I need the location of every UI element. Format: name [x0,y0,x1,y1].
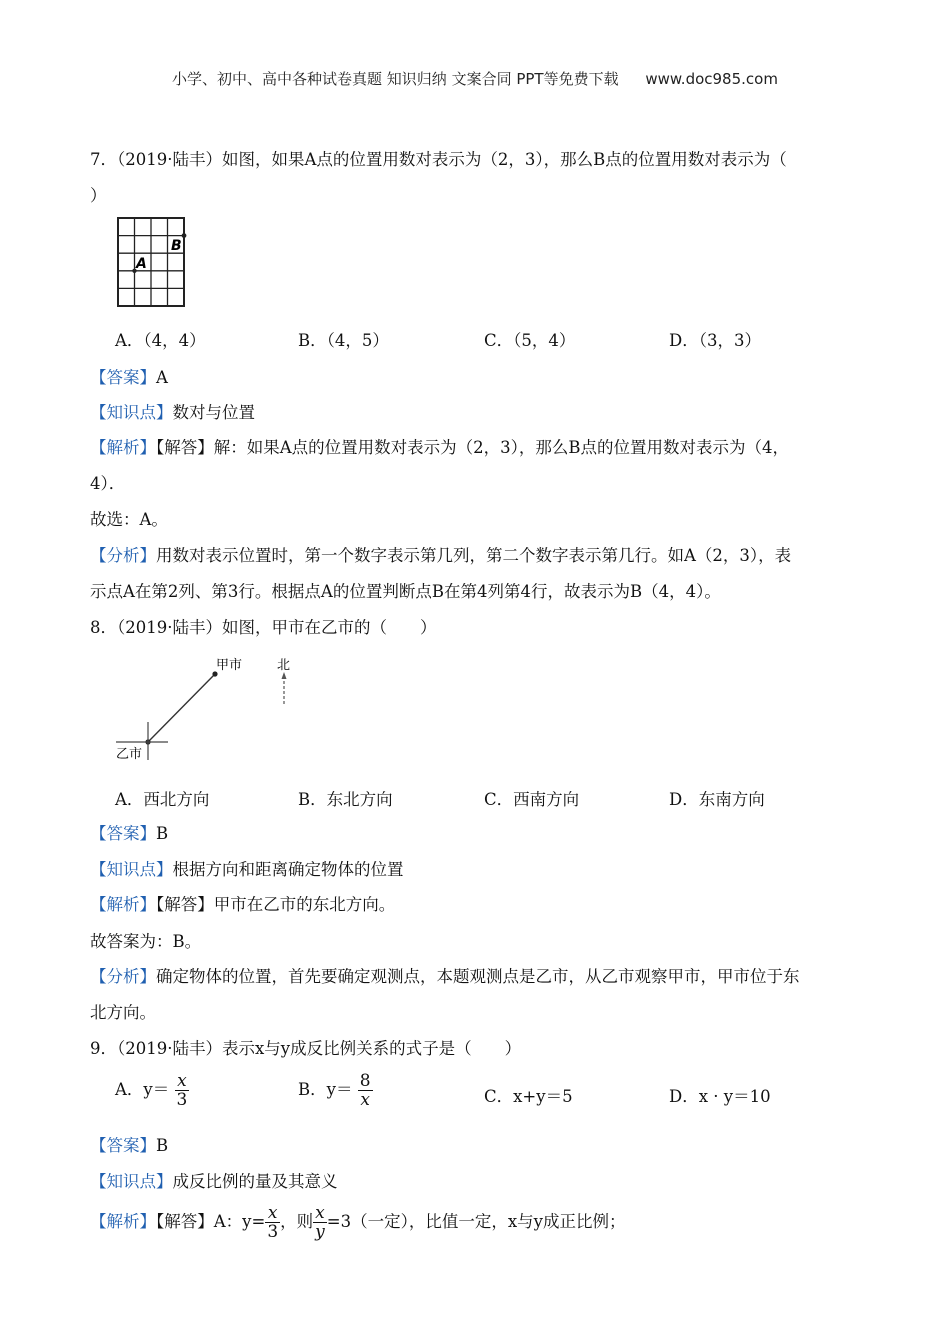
kp-tag: 【知识点】 [90,403,173,422]
q7-point-b-label: B [171,238,182,254]
answer-tag: 【答案】 [90,824,156,843]
answer-tag: 【答案】 [90,368,156,387]
fraction-denominator: x [360,1090,370,1110]
jx-sub: 【解答】 [156,438,214,457]
q7-stem-end: ） [90,186,107,205]
jx-sub: 【解答】 [156,895,214,914]
fx-text: 确定物体的位置，首先要确定观测点，本题观测点是乙市，从乙市观察甲市，甲市位于东 [156,967,800,986]
q7-point-a-label: A [136,256,147,272]
q9-option-a-fraction [175,1072,190,1109]
answer-value: B [156,1136,169,1155]
fraction-numerator: x [265,1204,280,1223]
fraction-denominator: y [315,1222,325,1242]
q7-option-c[interactable]: C．（5，4） [484,331,576,350]
jx-tag: 【解析】 [90,438,156,457]
q9-option-c[interactable]: C．x+y＝5 [484,1087,573,1106]
fraction-denominator: 3 [267,1222,279,1242]
q9-option-d[interactable]: D．x · y＝10 [669,1087,771,1106]
q8-yi-label: 乙市 [116,747,143,762]
kp-value: 数对与位置 [172,403,255,422]
jx-tag: 【解析】 [90,1212,156,1231]
q8-direction-figure [112,652,302,764]
jx-a: A：y= [213,1212,266,1231]
q7-analysis-cont: 4）． [90,474,126,493]
q8-north-label: 北 [277,658,291,673]
q8-option-a[interactable]: A．西北方向 [115,790,210,809]
q7-stem: 7．（2019·陆丰）如图，如果A点的位置用数对表示为（2，3），那么B点的位置用数对表示为（ [90,150,787,169]
jx-text: 解：如果A点的位置用数对表示为（2，3），那么B点的位置用数对表示为（4， [213,438,790,457]
header-text: 小学、初中、高中各种试卷真题 知识归纳 文案合同 PPT等免费下载 [172,70,619,88]
q8-option-d[interactable]: D．东南方向 [669,790,765,809]
jx-text: 甲市在乙市的东北方向。 [213,895,396,914]
q8-explanation-cont: 北方向。 [90,1003,156,1022]
fx-tag: 【分析】 [90,967,156,986]
q9-option-b[interactable] [298,1072,373,1109]
fraction-numerator: x [313,1204,327,1223]
q7-option-b[interactable]: B．（4，5） [298,331,389,350]
q9-option-b-prefix: B．y＝ [298,1080,353,1099]
fraction-numerator: 8 [359,1071,371,1091]
q9-analysis [90,1204,625,1241]
q8-analysis [90,891,395,915]
q8-stem: 8．（2019·陆丰）如图，甲市在乙市的（ ） [90,618,437,637]
q7-grid-figure [115,216,191,310]
q7-explanation-cont: 示点A在第2列、第3行。根据点A的位置判断点B在第4列第4行，故表示为B（4，4）。 [90,582,721,601]
analysis-fraction-1 [265,1204,280,1241]
page-header [0,68,950,89]
jx-tag: 【解析】 [90,895,156,914]
fx-text: 用数对表示位置时，第一个数字表示第几列，第二个数字表示第几行。如A（2，3），表 [156,546,792,565]
q8-option-c[interactable]: C．西南方向 [484,790,580,809]
q7-choice: 故选：A。 [90,510,168,529]
analysis-fraction-2 [313,1204,327,1241]
answer-value: B [156,824,169,843]
q8-knowledge-point [90,856,404,880]
header-site[interactable]: www.doc985.com [645,70,778,88]
kp-value: 成反比例的量及其意义 [172,1172,338,1191]
q7-option-a[interactable]: A．（4，4） [115,331,206,350]
q8-answer [90,820,168,844]
answer-value: A [156,368,168,387]
q9-stem: 9．（2019·陆丰）表示x与y成反比例关系的式子是（ ） [90,1039,522,1058]
q7-explanation [90,542,791,566]
q9-option-a[interactable] [115,1072,189,1109]
kp-value: 根据方向和距离确定物体的位置 [172,860,404,879]
q8-option-b[interactable]: B．东北方向 [298,790,393,809]
jx-sub: 【解答】 [156,1212,214,1231]
q7-option-d[interactable]: D．（3，3） [669,331,761,350]
q9-knowledge-point [90,1168,338,1192]
q7-answer [90,364,168,388]
q7-knowledge-point [90,399,255,423]
kp-tag: 【知识点】 [90,860,173,879]
fx-tag: 【分析】 [90,546,156,565]
q9-option-a-prefix: A．y＝ [115,1080,170,1099]
fraction-numerator: x [175,1072,190,1091]
jx-end: =3（一定），比值一定，x与y成正比例； [326,1212,626,1231]
q8-jia-label: 甲市 [216,658,243,673]
q8-explanation [90,963,800,987]
q9-answer [90,1132,168,1156]
q7-analysis [90,434,789,458]
q9-option-b-fraction [358,1072,373,1109]
q8-choice: 故答案为：B。 [90,932,202,951]
fraction-denominator: 3 [176,1090,188,1110]
jx-mid: ，则 [280,1212,314,1231]
answer-tag: 【答案】 [90,1136,156,1155]
kp-tag: 【知识点】 [90,1172,173,1191]
